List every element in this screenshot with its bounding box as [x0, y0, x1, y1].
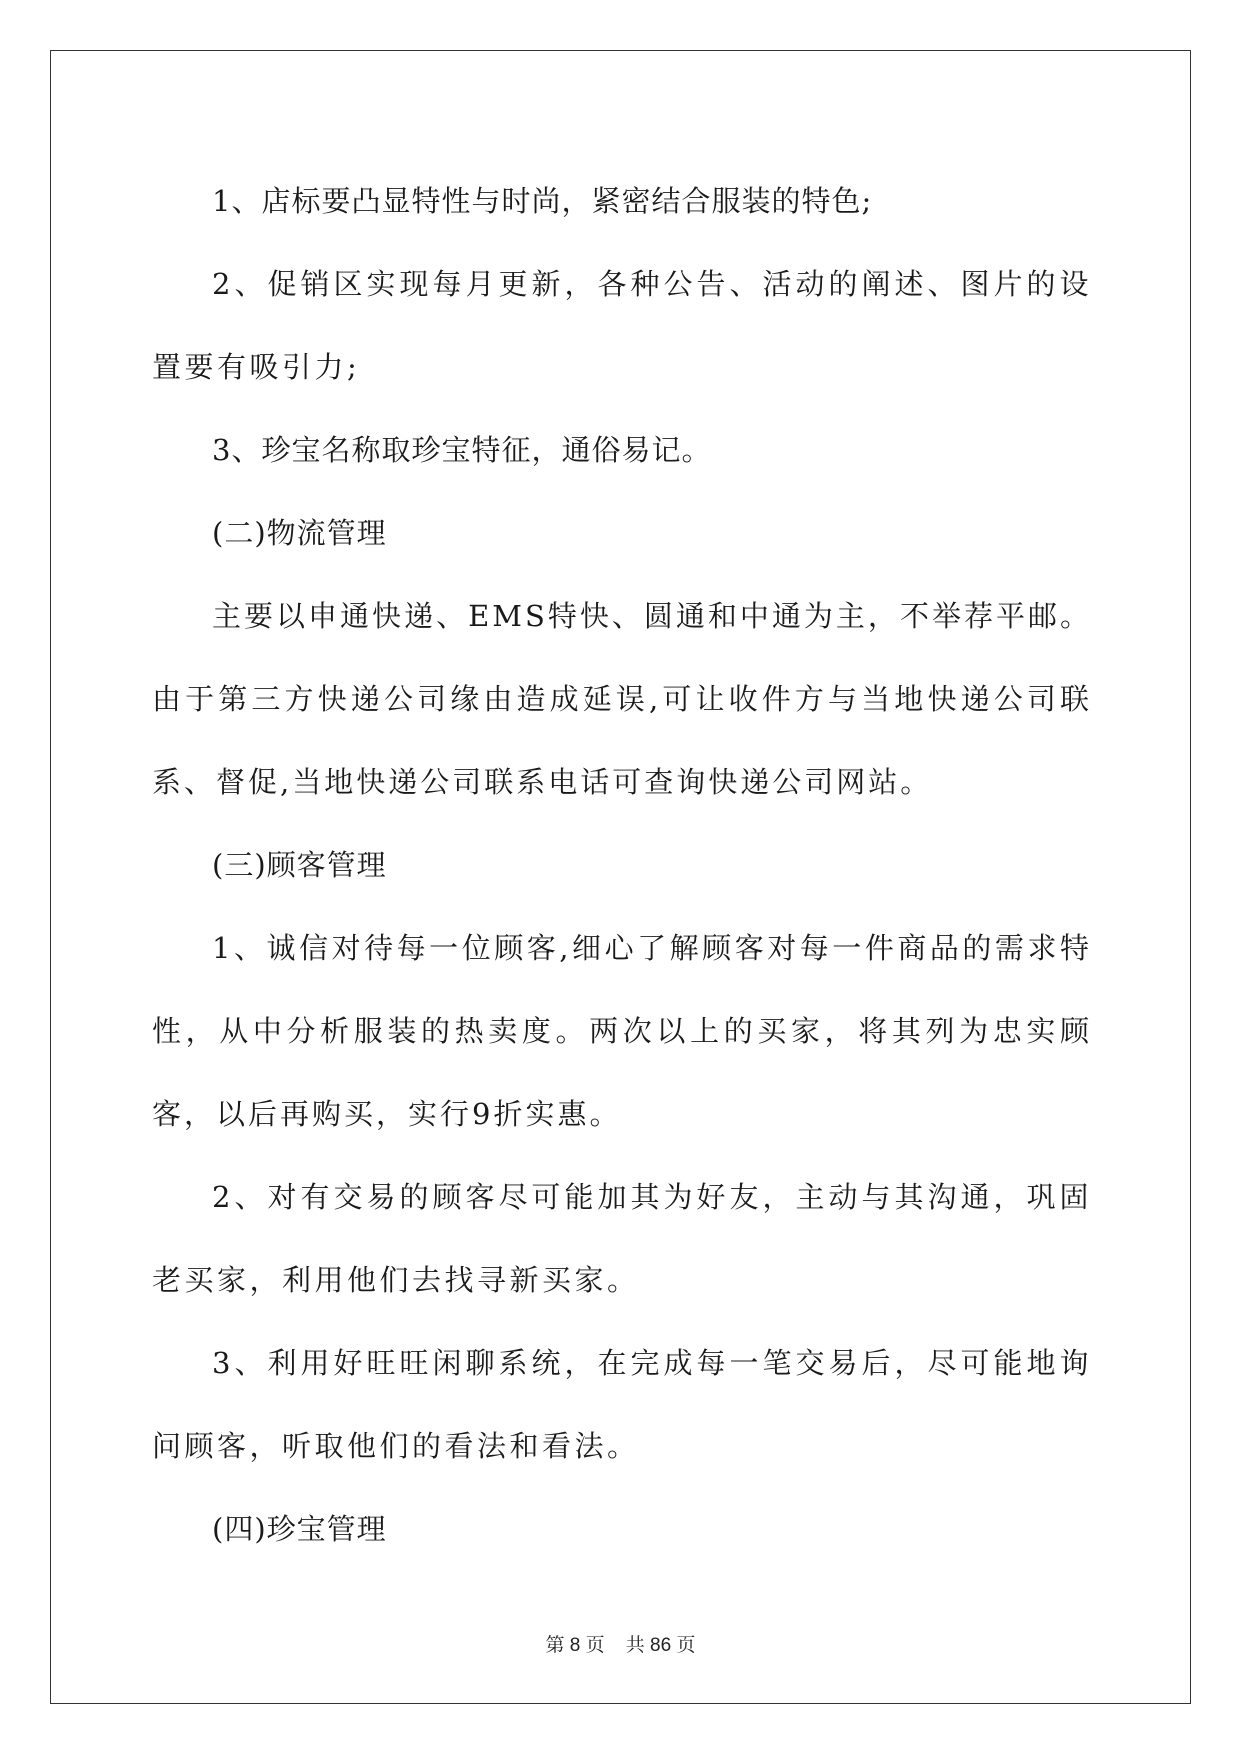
- paragraph-customer-integrity: 1、诚信对待每一位顾客,细心了解顾客对每一件商品的需求特性，从中分析服装的热卖度。两次以上的买家，将其列为忠实顾客，以后再购买，实行9折实惠。: [152, 931, 1092, 1131]
- paragraph-shop-logo: 1、店标要凸显特性与时尚，紧密结合服装的特色;: [212, 184, 873, 218]
- paragraph-logistics: 主要以申通快递、EMS特快、圆通和中通为主，不举荐平邮。由于第三方快递公司缘由造成延误,可让收件方与当地快递公司联系、督促,当地快递公司联系电话可查询快递公司网站。: [152, 599, 1092, 799]
- section-heading-customers: (三)顾客管理: [212, 848, 387, 882]
- page-footer: [0, 1630, 1241, 1657]
- document-body: [152, 160, 1092, 1571]
- page-number-label: 第 8 页 共 86 页: [545, 1635, 696, 1656]
- paragraph-item-naming: 3、珍宝名称取珍宝特征，通俗易记。: [212, 433, 712, 467]
- section-heading-items: (四)珍宝管理: [212, 1512, 387, 1546]
- paragraph-customer-friends: 2、对有交易的顾客尽可能加其为好友，主动与其沟通，巩固老买家，利用他们去找寻新买家。: [152, 1180, 1092, 1297]
- section-heading-logistics: (二)物流管理: [212, 516, 387, 550]
- paragraph-promotion-area: 2、促销区实现每月更新，各种公告、活动的阐述、图片的设置要有吸引力;: [152, 267, 1092, 384]
- paragraph-customer-chat: 3、利用好旺旺闲聊系统，在完成每一笔交易后，尽可能地询问顾客，听取他们的看法和看法。: [152, 1346, 1092, 1463]
